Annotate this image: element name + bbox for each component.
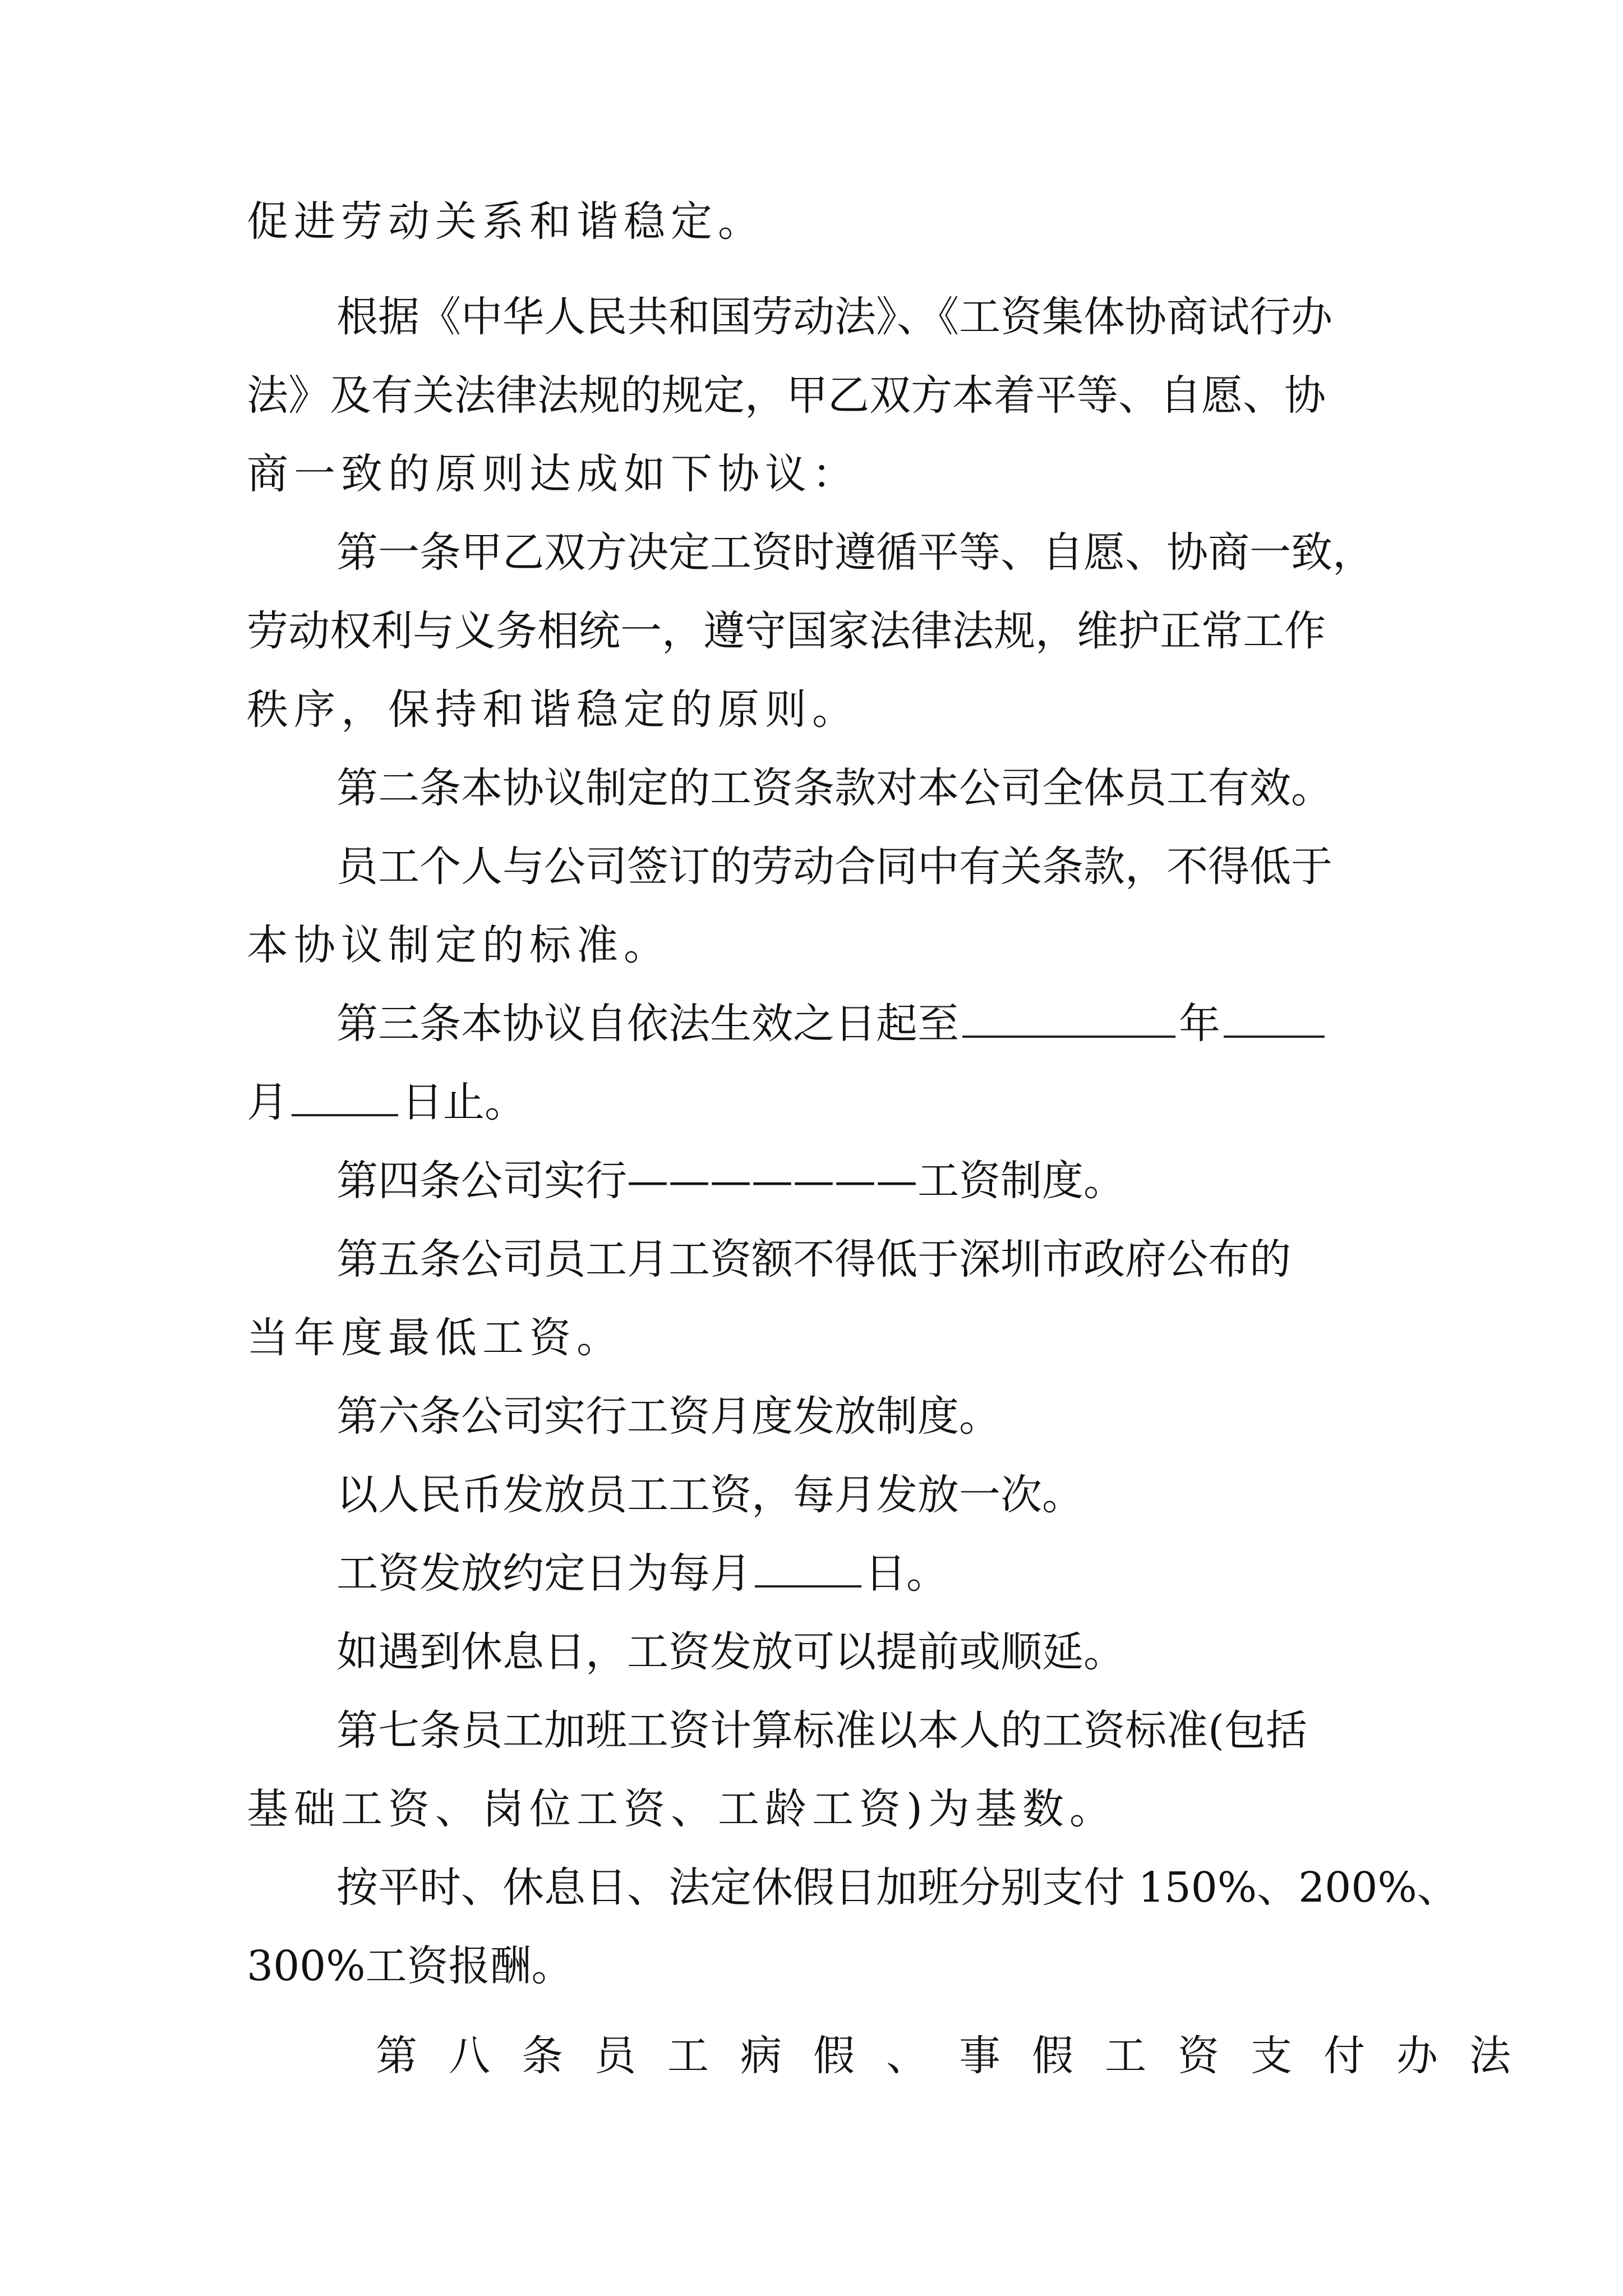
line-text: 以人民币发放员工工资，每月发放一次。 <box>336 1471 1083 1519</box>
paragraph-line <box>247 917 671 973</box>
line-text: 工资发放约定日为每月 <box>336 1549 751 1598</box>
paragraph-line <box>247 446 859 502</box>
paragraph-line <box>336 289 1332 345</box>
line-text: 第二条本协议制定的工资条款对本公司全体员工有效。 <box>336 764 1332 812</box>
line-text: 日止。 <box>402 1078 526 1126</box>
article-7-line <box>336 1703 1307 1759</box>
fill-blank-month[interactable] <box>1224 1000 1325 1038</box>
line-text: 日。 <box>865 1549 948 1598</box>
article-8-line <box>376 2028 1542 2084</box>
line-text: 第五条公司员工月工资额不得低于深圳市政府公布的 <box>336 1235 1291 1283</box>
line-text: 第四条公司实行———————工资制度。 <box>336 1157 1125 1205</box>
line-text: 如遇到休息日，工资发放可以提前或顺延。 <box>336 1628 1125 1676</box>
paragraph-line <box>247 682 859 738</box>
paragraph-line <box>336 839 1332 895</box>
fill-blank-year[interactable] <box>962 1000 1175 1038</box>
line-text: 本协议制定的标准。 <box>247 921 671 969</box>
paragraph-line <box>247 367 1326 424</box>
line-text: 第一条甲乙双方决定工资时遵循平等、自愿、协商一致， <box>336 528 1374 577</box>
paragraph-line <box>247 194 765 250</box>
paragraph-line <box>247 1310 624 1366</box>
line-text: 第六条公司实行工资月度发放制度。 <box>336 1392 1000 1441</box>
paragraph-line <box>336 1467 1083 1523</box>
paragraph-line <box>336 1860 1459 1916</box>
article-5-line <box>336 1231 1291 1287</box>
paragraph-line <box>247 603 1326 659</box>
line-text: 促进劳动关系和谐稳定。 <box>247 197 765 246</box>
line-text: 根据《中华人民共和国劳动法》、《工资集体协商试行办 <box>336 293 1332 341</box>
line-text: 商一致的原则达成如下协议： <box>247 450 859 498</box>
article-1-line <box>336 524 1374 581</box>
article-2-line <box>336 760 1332 816</box>
paragraph-line <box>247 1781 1117 1837</box>
paragraph-line <box>247 1938 573 1994</box>
line-text: 法》及有关法律法规的规定，甲乙双方本着平等、自愿、协 <box>247 371 1326 420</box>
line-text: 基础工资、岗位工资、工龄工资)为基数。 <box>247 1785 1117 1833</box>
article-4-line <box>336 1153 1125 1209</box>
line-text: 劳动权利与义务相统一，遵守国家法律法规，维护正常工作 <box>247 607 1326 655</box>
line-text: 第七条员工加班工资计算标准以本人的工资标准(包括 <box>336 1706 1307 1755</box>
line-text: 员工个人与公司签订的劳动合同中有关条款，不得低于 <box>336 843 1332 891</box>
fill-blank-day[interactable] <box>292 1078 398 1116</box>
article-6-line <box>336 1388 1000 1444</box>
paragraph-line <box>247 1074 526 1130</box>
article-3-line <box>336 996 1328 1052</box>
paragraph-line <box>336 1624 1125 1680</box>
line-text: 第八条员工病假、事假工资支付办法 <box>376 2032 1542 2080</box>
line-text: 当年度最低工资。 <box>247 1314 624 1362</box>
paragraph-line <box>336 1545 948 1602</box>
fill-blank-payday[interactable] <box>755 1549 861 1588</box>
line-text: 年 <box>1179 1000 1220 1048</box>
line-text: 300%工资报酬。 <box>247 1942 573 1990</box>
line-text: 秩序，保持和谐稳定的原则。 <box>247 685 859 734</box>
line-text: 月 <box>247 1078 288 1126</box>
line-text: 第三条本协议自依法生效之日起至 <box>336 1000 959 1048</box>
line-text: 按平时、休息日、法定休假日加班分别支付 150%、200%、 <box>336 1864 1459 1912</box>
